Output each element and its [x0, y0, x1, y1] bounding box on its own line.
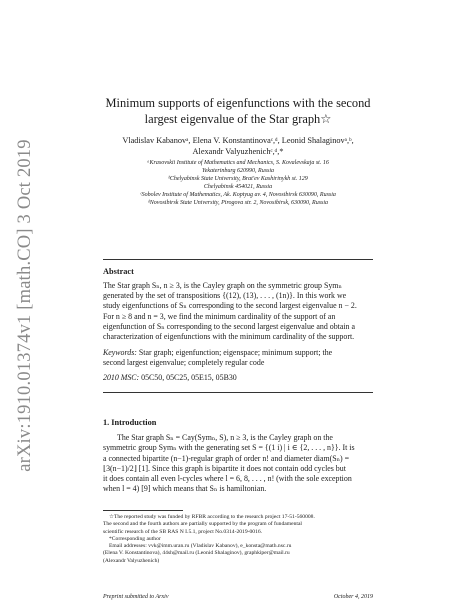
- msc-label: 2010 MSC:: [103, 373, 140, 382]
- footnote-rule: [103, 510, 183, 511]
- intro-line: The Star graph Sₙ = Cay(Symₙ, S), n ≥ 3, is the Cayley graph on the: [117, 433, 333, 442]
- keywords: [103, 348, 373, 368]
- msc-text: 05C50, 05C25, 05E15, 05B30: [141, 373, 237, 382]
- section-heading: 1. Introduction: [103, 418, 157, 427]
- abstract-line: eigenfunction of Sₙ corresponding to the second largest eigenvalue and obtain a: [103, 321, 355, 331]
- footnote-line: ☆The reported study was funded by RFBR according to the research project 17-51-560008.: [109, 514, 315, 520]
- footnote-line: (Alexandr Valyuzhenich): [103, 557, 160, 564]
- footer-preprint-note: Preprint submitted to Arxiv: [103, 594, 169, 600]
- footnote-line: (Elena V. Konstantinova), 44sh@mail.ru (Leonid Shalaginov), graphkiper@mail.ru: [103, 550, 290, 557]
- msc-codes: [103, 373, 237, 382]
- keywords-label: Keywords:: [103, 348, 137, 357]
- abstract-body: [103, 281, 373, 342]
- affiliation-line: ᵃKrasovskii Institute of Mathematics and Mechanics, S. Kovalevskaja st. 16: [147, 160, 329, 166]
- affiliations: [103, 159, 373, 208]
- arxiv-identifier-text: arXiv:1910.01374v1 [math.CO] 3 Oct 2019: [14, 138, 35, 472]
- keywords-text-cont: second largest eigenvalue; completely regular code: [103, 358, 265, 368]
- author-list: [103, 135, 373, 157]
- affiliation-line: ᵈNovosibirsk State University, Pirogova str. 2, Novosibirsk, 630090, Russia: [147, 200, 329, 207]
- affiliation-line: ᵇChelyabinsk State University, Brat'ev Kashirinykh st. 129: [168, 176, 308, 183]
- footnote-line: The second and the fourth authors are partially supported by the program of fundamental: [103, 521, 302, 528]
- title-line: largest eigenvalue of the Star graph☆: [144, 111, 332, 126]
- affiliation-line: Chelyabinsk 454021, Russia: [203, 184, 273, 191]
- abstract-line: generated by the set of transpositions {(12), (13), . . . , (1n)}. In this work we: [103, 291, 347, 301]
- affiliation-line: Yekaterinburg 620990, Russia: [201, 168, 275, 175]
- introduction-body: [103, 433, 373, 495]
- abstract-bottom-rule: [103, 392, 373, 393]
- intro-line: ⌊3(n−1)/2⌋ [1]. Since this graph is bipartite it does not contain odd cycles but: [103, 463, 346, 473]
- abstract-line: For n ≥ 8 and n = 3, we find the minimum cardinality of the support of an: [103, 311, 336, 321]
- abstract-top-rule: [103, 259, 373, 260]
- title-line: Minimum supports of eigenfunctions with the second: [105, 96, 371, 110]
- footnotes: [103, 514, 373, 565]
- abstract-line: study eigenfunctions of Sₙ corresponding to the second largest eigenvalue n − 2.: [103, 301, 357, 311]
- authors-line: Alexandr Valyuzhenichᶜ,ᵈ,*: [192, 147, 284, 156]
- authors-line: Vladislav Kabanovᵃ, Elena V. Konstantinovaᶜ,ᵈ, Leonid Shalaginovᵃ,ᵇ,: [122, 136, 354, 145]
- footnote-line: Email addresses: vvk@imm.uran.ru (Vladislav Kabanov), e_konsta@math.nsc.ru: [109, 543, 292, 550]
- intro-line: symmetric group Symₙ with the generating set S = {(1 i) | i ∈ {2, . . . , n}}. It is: [103, 443, 355, 453]
- footnote-line: *Corresponding author: [109, 535, 161, 542]
- intro-line: it does contain all even l-cycles where l = 6, 8, . . . , n! (with the sole exception: [103, 474, 352, 484]
- arxiv-identifier: [12, 140, 38, 470]
- paper-title: [103, 96, 373, 127]
- footer-date: October 4, 2019: [333, 594, 373, 600]
- abstract-heading: Abstract: [103, 267, 134, 276]
- keywords-text: Star graph; eigenfunction; eigenspace; minimum support; the: [138, 348, 333, 357]
- abstract-line: The Star graph Sₙ, n ≥ 3, is the Cayley graph on the symmetric group Symₙ: [103, 281, 342, 290]
- intro-line: a connected bipartite (n−1)-regular graph of order n! and diameter diam(Sₙ) =: [103, 453, 350, 463]
- intro-line: when l = 4) [9] which means that Sₙ is hamiltonian.: [103, 484, 267, 494]
- affiliation-line: ᶜSobolev Institute of Mathematics, Ak. Koptyug av. 4, Novosibirsk 630090, Russia: [140, 192, 336, 199]
- footnote-line: scientific research of the SB RAS N I.5.1, project No.0314-2019-0016.: [103, 528, 263, 535]
- abstract-line: characterization of eigenfunctions with the minimum cardinality of the support.: [103, 332, 355, 342]
